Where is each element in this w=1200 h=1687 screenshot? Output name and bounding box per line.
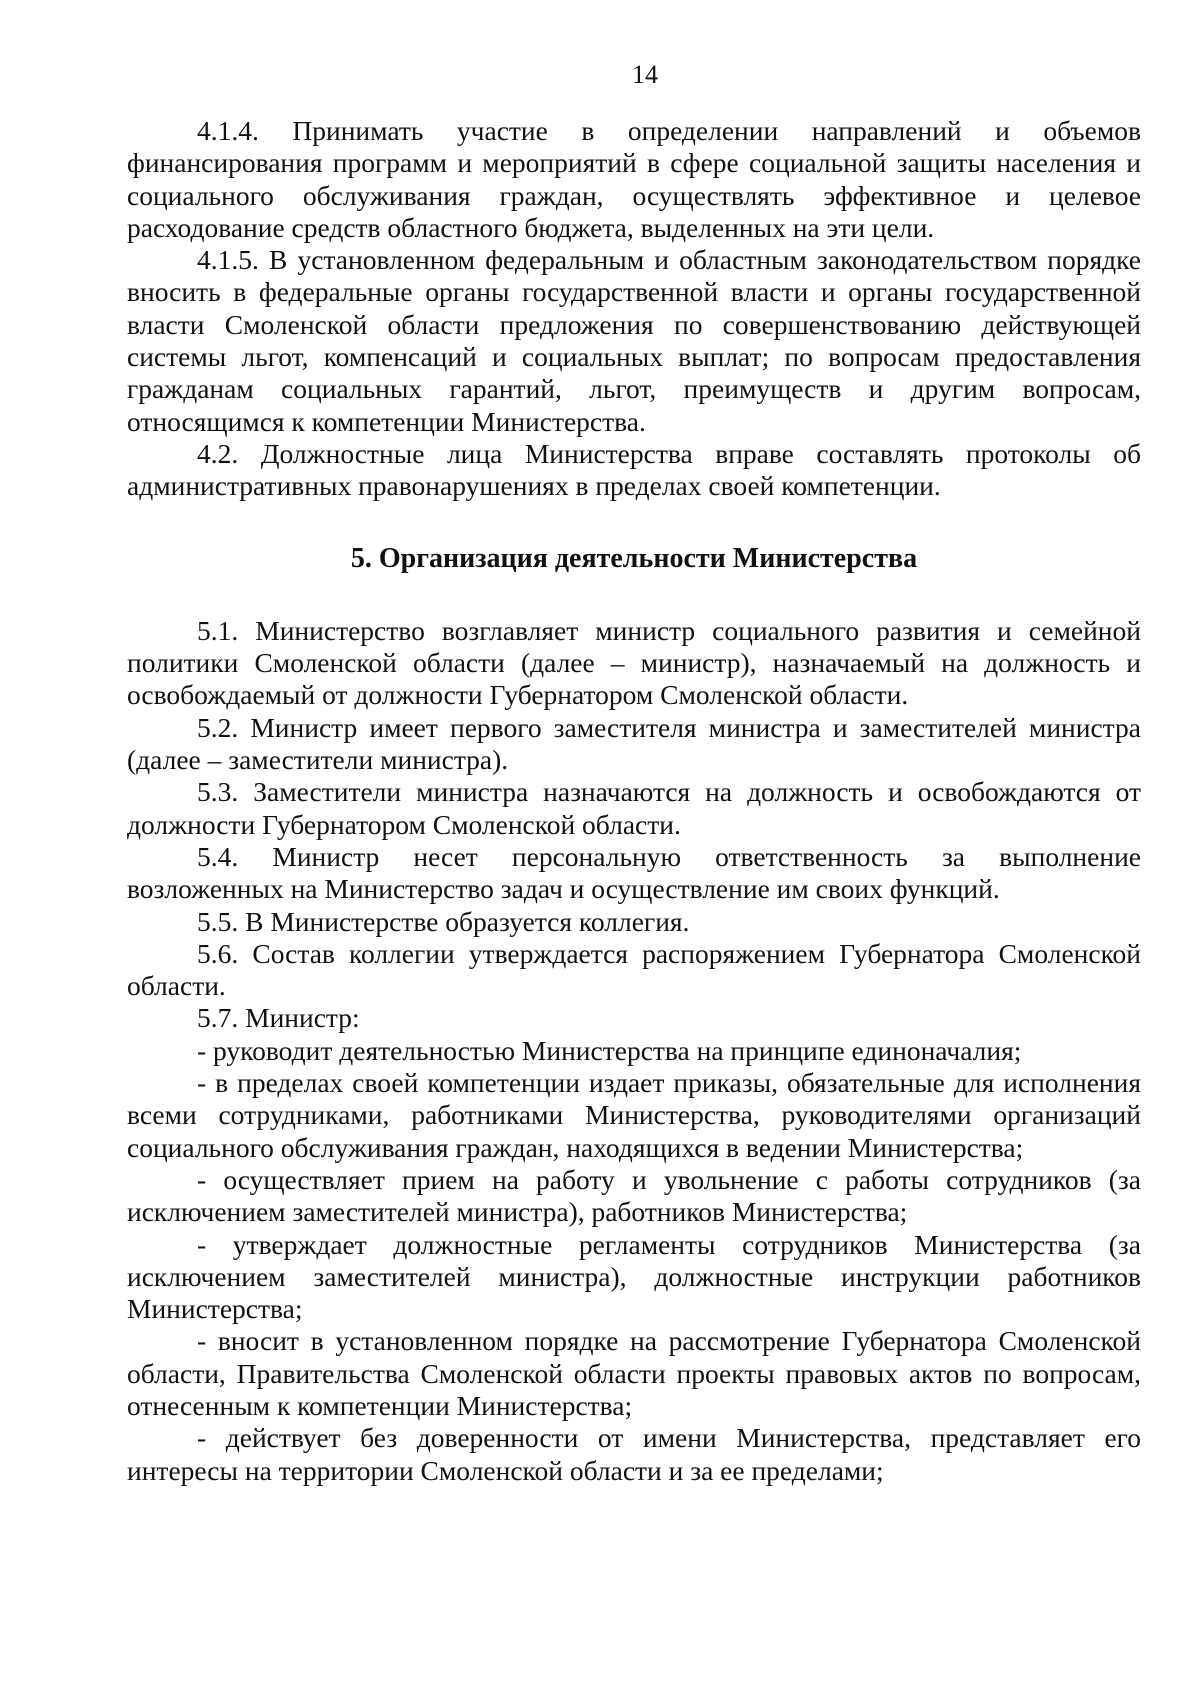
paragraph-5-6: 5.6. Состав коллегии утверждается распоряжением Губернатора Смоленской области. bbox=[127, 937, 1141, 1002]
document-body bbox=[127, 115, 1141, 1487]
list-item: - действует без доверенности от имени Министерства, представляет его интересы на территории Смоленской области и за ее пределами; bbox=[127, 1422, 1141, 1486]
page-number: 14 bbox=[632, 60, 658, 89]
paragraph-5-4: 5.4. Министр несет персональную ответственность за выполнение возложенных на Министерство задач и осуществление им своих функций. bbox=[127, 840, 1141, 905]
paragraph-5-1: 5.1. Министерство возглавляет министр социального развития и семейной политики Смоленской области (далее – министр), назначаемый на должность и освобождаемый от должности Губернатором Смоленской области. bbox=[127, 614, 1141, 711]
paragraph-5-7: 5.7. Министр: bbox=[197, 1002, 360, 1034]
list-item: - руководит деятельностью Министерства на принципе единоначалия; bbox=[197, 1034, 1022, 1066]
paragraph-5-2: 5.2. Министр имеет первого заместителя министра и заместителей министра (далее – заместители министра). bbox=[127, 711, 1141, 776]
paragraph-4-1-4: 4.1.4. Принимать участие в определении направлений и объемов финансирования программ и мероприятий в сфере социальной защиты населения и социального обслуживания граждан, осуществлять эффективное и целевое расходование средств областного бюджета, выделенных на эти цели. bbox=[127, 115, 1141, 243]
list-item: - вносит в установленном порядке на рассмотрение Губернатора Смоленской области, Правительства Смоленской области проекты правовых актов по вопросам, отнесенным к компетенции Министерства; bbox=[127, 1325, 1141, 1421]
list-item: - в пределах своей компетенции издает приказы, обязательные для исполнения всеми сотрудниками, работниками Министерства, руководителями организаций социального обслуживания граждан, находящихся в ведении Министерства; bbox=[127, 1067, 1141, 1163]
paragraph-5-5: 5.5. В Министерстве образуется коллегия. bbox=[197, 905, 690, 937]
list-item: - утверждает должностные регламенты сотрудников Министерства (за исключением заместителей министра), должностные инструкции работников Министерства; bbox=[127, 1228, 1141, 1325]
paragraph-4-1-5: 4.1.5. В установленном федеральным и областным законодательством порядке вносить в федеральные органы государственной власти и органы государственной власти Смоленской области предложения по совершенствованию действующей системы льгот, компенсаций и социальных выплат; по вопросам предоставления гражданам социальных гарантий, льгот, преимуществ и другим вопросам, относящимся к компетенции Министерства. bbox=[127, 244, 1141, 437]
list-item: - осуществляет прием на работу и увольнение с работы сотрудников (за исключением заместителей министра), работников Министерства; bbox=[127, 1163, 1141, 1228]
paragraph-5-3: 5.3. Заместители министра назначаются на должность и освобождаются от должности Губернатором Смоленской области. bbox=[127, 776, 1141, 840]
section-heading: 5. Организация деятельности Министерства bbox=[350, 542, 918, 574]
paragraph-4-2: 4.2. Должностные лица Министерства вправе составлять протоколы об административных правонарушениях в пределах своей компетенции. bbox=[127, 437, 1141, 502]
